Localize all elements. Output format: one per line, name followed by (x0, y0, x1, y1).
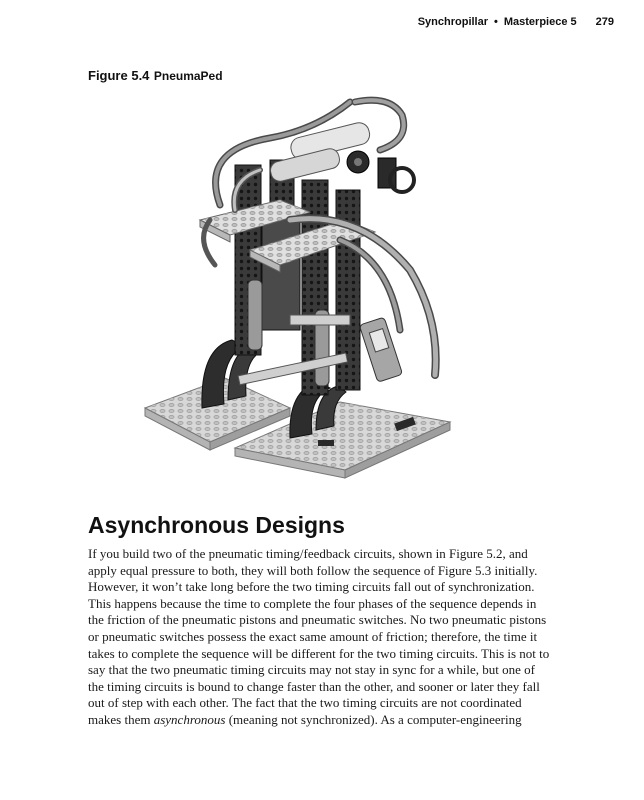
robot-illustration (140, 90, 470, 480)
paragraph-line: apply equal pressure to both, they will both follow the sequence of Figure 5.3 initially. (88, 562, 538, 578)
figure-title: PneumaPed (153, 69, 223, 83)
section-heading: Asynchronous Designs (88, 512, 345, 538)
paragraph-line: the timing circuits is bound to change faster than the other, and sooner or later they fall (88, 678, 540, 694)
header-book-title: Synchropillar (417, 16, 489, 28)
paragraph-line: If you build two of the pneumatic timing/feedback circuits, shown in Figure 5.2, and (88, 546, 528, 561)
header-section: Masterpiece 5 (503, 16, 577, 28)
paragraph-line: takes to complete the sequence will be different for the two timing circuits. This is not to (88, 645, 550, 661)
italic-term: asynchronous (153, 711, 226, 727)
paragraph-line-last (88, 712, 578, 729)
body-paragraph (88, 546, 578, 729)
figure-label: Figure 5.4 (88, 68, 150, 83)
paragraph-line: out of step with each other. The fact that the two timing circuits are not coordinated (88, 695, 522, 711)
last-line-start: makes them (88, 711, 154, 727)
figure-caption (88, 67, 223, 85)
header-bullet: • (494, 16, 498, 28)
paragraph-line: This happens because the time to complete the four phases of the sequence depends in (88, 595, 537, 611)
last-line-end: (meaning not synchronized). As a computer-engineering (225, 711, 522, 727)
paragraph-line: However, it won’t take long before the two timing circuits fall out of synchronization. (88, 579, 535, 595)
paragraph-line: the friction of the pneumatic pistons and pneumatic switches. No two pneumatic pistons (88, 612, 547, 628)
running-header (418, 16, 614, 28)
paragraph-line: say that the two pneumatic timing circuits may not stay in sync for a while, but one of (88, 662, 535, 678)
page-number: 279 (595, 16, 614, 28)
paragraph-line: or pneumatic switches possess the exact same amount of friction; therefore, the time it (88, 628, 538, 644)
